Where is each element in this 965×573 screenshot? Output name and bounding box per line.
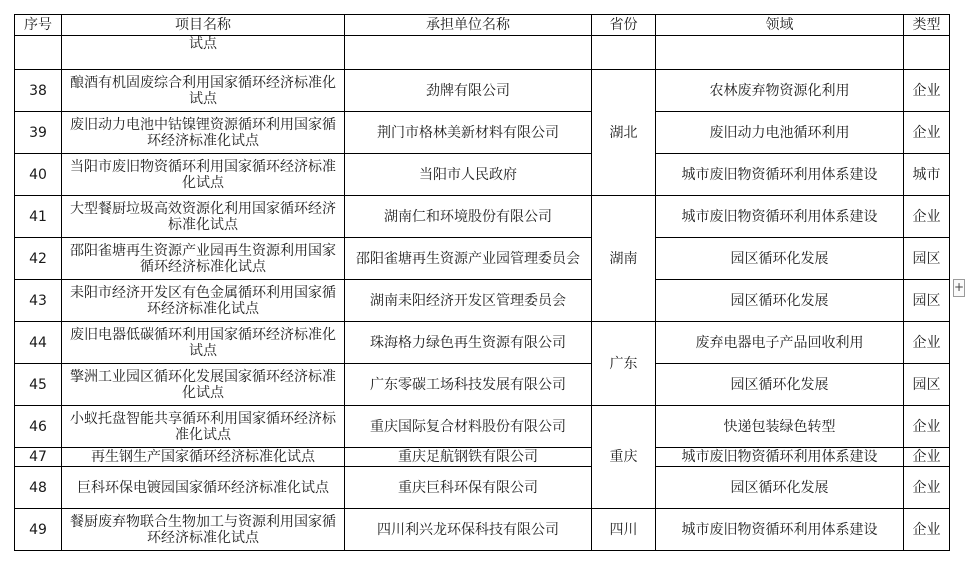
row-no: 39 (15, 112, 62, 154)
row-unit: 湖南仁和环境股份有限公司 (345, 196, 592, 238)
row-field: 园区循环化发展 (656, 238, 904, 280)
table-row (15, 448, 950, 467)
pilot-projects-table (14, 14, 950, 551)
row-no: 45 (15, 364, 62, 406)
row-field: 废旧动力电池循环利用 (656, 112, 904, 154)
row-unit: 重庆足航钢铁有限公司 (345, 448, 592, 467)
row-project: 擎洲工业园区循环化发展国家循环经济标准化试点 (62, 364, 345, 406)
row-type: 企业 (904, 196, 950, 238)
header-project: 项目名称 (62, 15, 345, 36)
row-field: 城市废旧物资循环利用体系建设 (656, 448, 904, 467)
row-project: 餐厨废弃物联合生物加工与资源利用国家循环经济标准化试点 (62, 509, 345, 551)
continuation-row (15, 36, 950, 70)
cont-unit (345, 36, 592, 70)
row-type: 企业 (904, 448, 950, 467)
table-row (15, 280, 950, 322)
row-type: 企业 (904, 467, 950, 509)
row-unit: 荆门市格林美新材料有限公司 (345, 112, 592, 154)
cont-no (15, 36, 62, 70)
row-unit: 四川利兴龙环保科技有限公司 (345, 509, 592, 551)
header-field: 领域 (656, 15, 904, 36)
cont-field (656, 36, 904, 70)
row-project: 邵阳雀塘再生资源产业园再生资源利用国家循环经济标准化试点 (62, 238, 345, 280)
province-cell: 湖南 (592, 196, 656, 322)
row-type: 企业 (904, 509, 950, 551)
cont-project: 试点 (62, 36, 345, 70)
table-row (15, 238, 950, 280)
row-field: 城市废旧物资循环利用体系建设 (656, 509, 904, 551)
row-field: 农林废弃物资源化利用 (656, 70, 904, 112)
table-row (15, 509, 950, 551)
row-type: 园区 (904, 364, 950, 406)
row-project: 巨科环保电镀园国家循环经济标准化试点 (62, 467, 345, 509)
row-no: 49 (15, 509, 62, 551)
row-no: 47 (15, 448, 62, 467)
table-row (15, 70, 950, 112)
row-project: 酿酒有机固废综合利用国家循环经济标准化试点 (62, 70, 345, 112)
row-unit: 湖南耒阳经济开发区管理委员会 (345, 280, 592, 322)
row-project: 小蚁托盘智能共享循环利用国家循环经济标准化试点 (62, 406, 345, 448)
row-unit: 重庆巨科环保有限公司 (345, 467, 592, 509)
province-cell: 重庆 (592, 406, 656, 509)
row-field: 废弃电器电子产品回收利用 (656, 322, 904, 364)
row-unit: 广东零碳工场科技发展有限公司 (345, 364, 592, 406)
row-no: 41 (15, 196, 62, 238)
row-field: 园区循环化发展 (656, 467, 904, 509)
row-unit: 当阳市人民政府 (345, 154, 592, 196)
header-type: 类型 (904, 15, 950, 36)
header-row (15, 15, 950, 36)
row-project: 废旧动力电池中钴镍锂资源循环利用国家循环经济标准化试点 (62, 112, 345, 154)
row-unit: 珠海格力绿色再生资源有限公司 (345, 322, 592, 364)
row-type: 城市 (904, 154, 950, 196)
row-project: 耒阳市经济开发区有色金属循环利用国家循环经济标准化试点 (62, 280, 345, 322)
row-project: 大型餐厨垃圾高效资源化利用国家循环经济标准化试点 (62, 196, 345, 238)
table-row (15, 112, 950, 154)
row-field: 城市废旧物资循环利用体系建设 (656, 196, 904, 238)
row-no: 43 (15, 280, 62, 322)
pilot-list-sheet (14, 14, 950, 551)
row-project: 当阳市废旧物资循环利用国家循环经济标准化试点 (62, 154, 345, 196)
table-row (15, 154, 950, 196)
table-row (15, 196, 950, 238)
row-field: 园区循环化发展 (656, 280, 904, 322)
cont-type (904, 36, 950, 70)
header-no: 序号 (15, 15, 62, 36)
row-no: 40 (15, 154, 62, 196)
header-province: 省份 (592, 15, 656, 36)
row-type: 企业 (904, 322, 950, 364)
row-no: 42 (15, 238, 62, 280)
row-no: 44 (15, 322, 62, 364)
row-type: 园区 (904, 280, 950, 322)
province-cell: 四川 (592, 509, 656, 551)
row-project: 废旧电器低碳循环利用国家循环经济标准化试点 (62, 322, 345, 364)
row-field: 城市废旧物资循环利用体系建设 (656, 154, 904, 196)
row-type: 企业 (904, 70, 950, 112)
row-project: 再生钢生产国家循环经济标准化试点 (62, 448, 345, 467)
row-no: 38 (15, 70, 62, 112)
row-type: 企业 (904, 112, 950, 154)
row-unit: 劲牌有限公司 (345, 70, 592, 112)
table-row (15, 322, 950, 364)
table-row (15, 467, 950, 509)
row-no: 46 (15, 406, 62, 448)
row-unit: 重庆国际复合材料股份有限公司 (345, 406, 592, 448)
row-field: 快递包装绿色转型 (656, 406, 904, 448)
province-cell: 广东 (592, 322, 656, 406)
cont-province (592, 36, 656, 70)
province-cell: 湖北 (592, 70, 656, 196)
row-no: 48 (15, 467, 62, 509)
header-unit: 承担单位名称 (345, 15, 592, 36)
row-type: 企业 (904, 406, 950, 448)
table-row (15, 406, 950, 448)
row-unit: 邵阳雀塘再生资源产业园管理委员会 (345, 238, 592, 280)
row-field: 园区循环化发展 (656, 364, 904, 406)
row-type: 园区 (904, 238, 950, 280)
table-row (15, 364, 950, 406)
add-row-handle[interactable]: + (953, 279, 965, 297)
